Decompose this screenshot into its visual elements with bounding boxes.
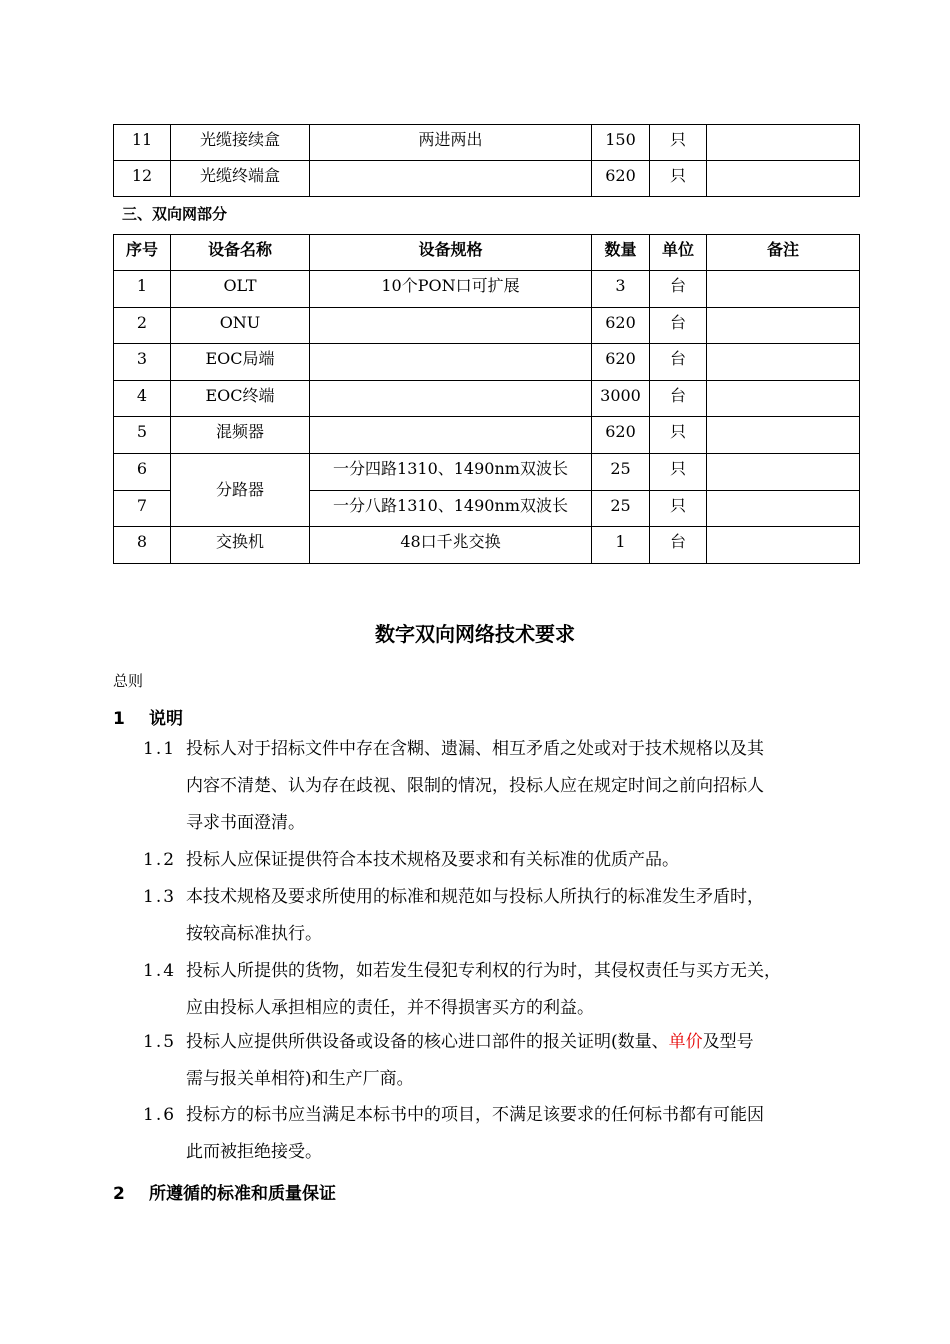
cell-unit: 台 xyxy=(650,271,707,308)
cell-spec xyxy=(310,307,592,344)
cell-spec: 两进两出 xyxy=(310,125,592,161)
cell-seq: 3 xyxy=(114,344,171,381)
clause-1-1 xyxy=(143,731,863,842)
cell-note xyxy=(707,453,860,490)
table-row xyxy=(114,125,860,161)
table-row xyxy=(114,380,860,417)
cell-note xyxy=(707,490,860,527)
clause-number: 1.1 xyxy=(143,739,177,759)
table-row xyxy=(114,271,860,308)
cell-name: 交换机 xyxy=(171,527,310,564)
header-note: 备注 xyxy=(707,235,860,271)
cell-spec xyxy=(310,161,592,197)
cell-unit: 台 xyxy=(650,307,707,344)
cell-unit: 台 xyxy=(650,380,707,417)
cell-unit: 只 xyxy=(650,125,707,161)
clause-text: 投标人应提供所供设备或设备的核心进口部件的报关证明(数量、 xyxy=(186,1032,669,1052)
clause-number: 1.5 xyxy=(143,1032,177,1052)
cell-seq: 7 xyxy=(114,490,171,527)
cell-spec: 一分四路1310、1490nm双波长 xyxy=(310,453,592,490)
clause-line xyxy=(186,1024,863,1061)
table-header-row xyxy=(114,235,860,271)
clause-line: 此而被拒绝接受。 xyxy=(186,1142,322,1162)
clause-line: 需与报关单相符)和生产厂商。 xyxy=(186,1069,414,1089)
clause-1-3 xyxy=(143,879,863,953)
section-heading-two-way-network: 三、双向网部分 xyxy=(122,205,228,223)
cell-note xyxy=(707,417,860,454)
cell-note xyxy=(707,307,860,344)
table-row xyxy=(114,344,860,381)
cell-unit: 台 xyxy=(650,527,707,564)
clause-line: 本技术规格及要求所使用的标准和规范如与投标人所执行的标准发生矛盾时， xyxy=(186,887,764,907)
cell-note xyxy=(707,380,860,417)
cell-unit: 只 xyxy=(650,453,707,490)
clause-number: 1.2 xyxy=(143,850,177,870)
cell-name-merged: 分路器 xyxy=(171,453,310,526)
section-1-heading xyxy=(113,704,183,729)
cell-name: EOC局端 xyxy=(171,344,310,381)
cell-seq: 4 xyxy=(114,380,171,417)
table-row xyxy=(114,453,860,490)
highlighted-text: 单价 xyxy=(668,1032,703,1052)
cell-spec: 10个PON口可扩展 xyxy=(310,271,592,308)
clause-line: 应由投标人承担相应的责任，并不得损害买方的利益。 xyxy=(186,998,594,1018)
clause-text: 及型号 xyxy=(702,1032,754,1052)
cell-unit: 只 xyxy=(650,161,707,197)
cell-name: 光缆接续盒 xyxy=(171,125,310,161)
cell-qty: 25 xyxy=(592,490,650,527)
cell-note xyxy=(707,125,860,161)
cell-name: ONU xyxy=(171,307,310,344)
cell-spec: 一分八路1310、1490nm双波长 xyxy=(310,490,592,527)
header-qty: 数量 xyxy=(592,235,650,271)
clause-1-5 xyxy=(143,1024,863,1098)
header-unit: 单位 xyxy=(650,235,707,271)
cell-seq: 11 xyxy=(114,125,171,161)
cell-name: EOC终端 xyxy=(171,380,310,417)
cell-seq: 12 xyxy=(114,161,171,197)
cell-qty: 150 xyxy=(592,125,650,161)
header-seq: 序号 xyxy=(114,235,171,271)
clause-line: 寻求书面澄清。 xyxy=(186,813,305,833)
cell-note xyxy=(707,271,860,308)
clause-1-6 xyxy=(143,1097,863,1171)
clause-line: 投标人所提供的货物，如若发生侵犯专利权的行为时，其侵权责任与买方无关， xyxy=(186,961,781,981)
cell-spec xyxy=(310,380,592,417)
cell-seq: 8 xyxy=(114,527,171,564)
clause-line: 投标人对于招标文件中存在含糊、遗漏、相互矛盾之处或对于技术规格以及其 xyxy=(186,739,764,759)
header-name: 设备名称 xyxy=(171,235,310,271)
clause-number: 1.3 xyxy=(143,887,177,907)
clause-line: 按较高标准执行。 xyxy=(186,924,322,944)
cell-seq: 1 xyxy=(114,271,171,308)
cell-spec: 48口千兆交换 xyxy=(310,527,592,564)
cell-qty: 1 xyxy=(592,527,650,564)
section-number: 2 xyxy=(113,1184,125,1204)
cell-qty: 25 xyxy=(592,453,650,490)
clause-1-4 xyxy=(143,953,863,1027)
cell-seq: 5 xyxy=(114,417,171,454)
cell-name: OLT xyxy=(171,271,310,308)
document-title: 数字双向网络技术要求 xyxy=(375,622,575,646)
section-number: 1 xyxy=(113,709,125,729)
clause-line: 投标方的标书应当满足本标书中的项目，不满足该要求的任何标书都有可能因 xyxy=(186,1105,764,1125)
cell-qty: 620 xyxy=(592,417,650,454)
clause-line: 投标人应保证提供符合本技术规格及要求和有关标准的优质产品。 xyxy=(186,850,679,870)
table-row xyxy=(114,161,860,197)
cell-spec xyxy=(310,344,592,381)
cell-seq: 2 xyxy=(114,307,171,344)
cell-qty: 3 xyxy=(592,271,650,308)
cell-name: 光缆终端盒 xyxy=(171,161,310,197)
header-spec: 设备规格 xyxy=(310,235,592,271)
table-row xyxy=(114,417,860,454)
cell-name: 混频器 xyxy=(171,417,310,454)
cell-unit: 只 xyxy=(650,417,707,454)
equipment-table-continued xyxy=(113,124,860,197)
cell-qty: 620 xyxy=(592,307,650,344)
cell-qty: 620 xyxy=(592,161,650,197)
cell-note xyxy=(707,161,860,197)
section-title: 说明 xyxy=(149,709,183,729)
clause-number: 1.6 xyxy=(143,1105,177,1125)
table-row xyxy=(114,307,860,344)
cell-note xyxy=(707,344,860,381)
clause-line: 内容不清楚、认为存在歧视、限制的情况，投标人应在规定时间之前向招标人 xyxy=(186,776,764,796)
general-heading: 总则 xyxy=(113,672,144,690)
table-row xyxy=(114,527,860,564)
cell-note xyxy=(707,527,860,564)
two-way-network-equipment-table xyxy=(113,234,860,564)
cell-unit: 只 xyxy=(650,490,707,527)
cell-qty: 620 xyxy=(592,344,650,381)
cell-unit: 台 xyxy=(650,344,707,381)
clause-number: 1.4 xyxy=(143,961,177,981)
cell-seq: 6 xyxy=(114,453,171,490)
section-title: 所遵循的标准和质量保证 xyxy=(149,1184,336,1204)
cell-spec xyxy=(310,417,592,454)
cell-qty: 3000 xyxy=(592,380,650,417)
clause-1-2 xyxy=(143,842,863,879)
section-2-heading xyxy=(113,1179,336,1204)
